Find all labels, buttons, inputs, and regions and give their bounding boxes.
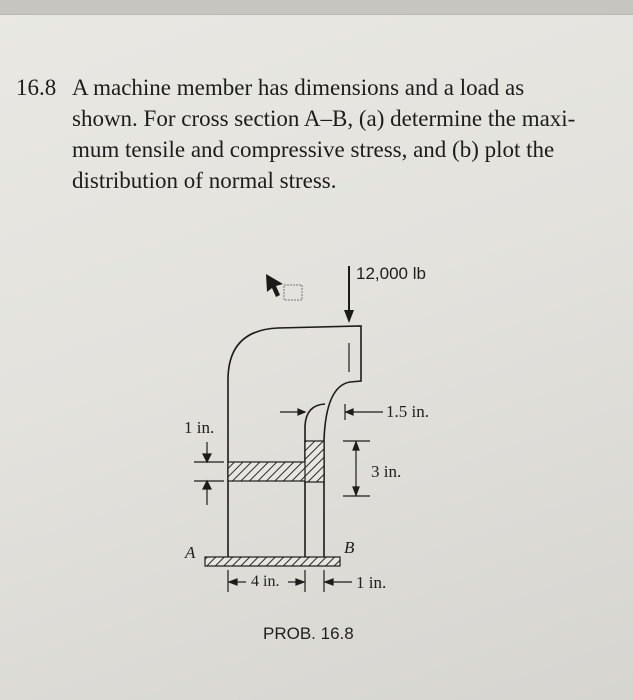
problem-text-line-2: shown. For cross section A–B, (a) determine the maxi-: [72, 106, 576, 131]
dim-flange-label: 1 in.: [184, 418, 215, 437]
section-hatch: [205, 441, 340, 566]
figure-caption: PROB. 16.8: [263, 624, 354, 643]
problem-text-line-1: A machine member has dimensions and a load as: [72, 75, 525, 100]
dim-left-width-label: 4 in.: [251, 573, 280, 590]
load-arrow: [344, 266, 354, 323]
problem-number: 16.8: [16, 75, 57, 100]
problem-text-line-3: mum tensile and compressive stress, and (b) plot the: [72, 137, 555, 162]
dim-top-width-label: 1.5 in.: [386, 402, 429, 421]
problem-text-line-4: distribution of normal stress.: [72, 168, 337, 193]
point-a-label: A: [185, 543, 196, 562]
cursor-icon: [266, 274, 302, 300]
dim-height: [343, 441, 370, 496]
member-outline: [228, 326, 361, 562]
dim-right: [324, 570, 352, 592]
dim-flange: [194, 442, 224, 505]
point-b-label: B: [344, 538, 355, 557]
dim-height-label: 3 in.: [371, 462, 402, 481]
load-label: 12,000 lb: [356, 264, 426, 283]
dim-right-label: 1 in.: [356, 573, 387, 592]
dim-top-width: [280, 404, 383, 420]
